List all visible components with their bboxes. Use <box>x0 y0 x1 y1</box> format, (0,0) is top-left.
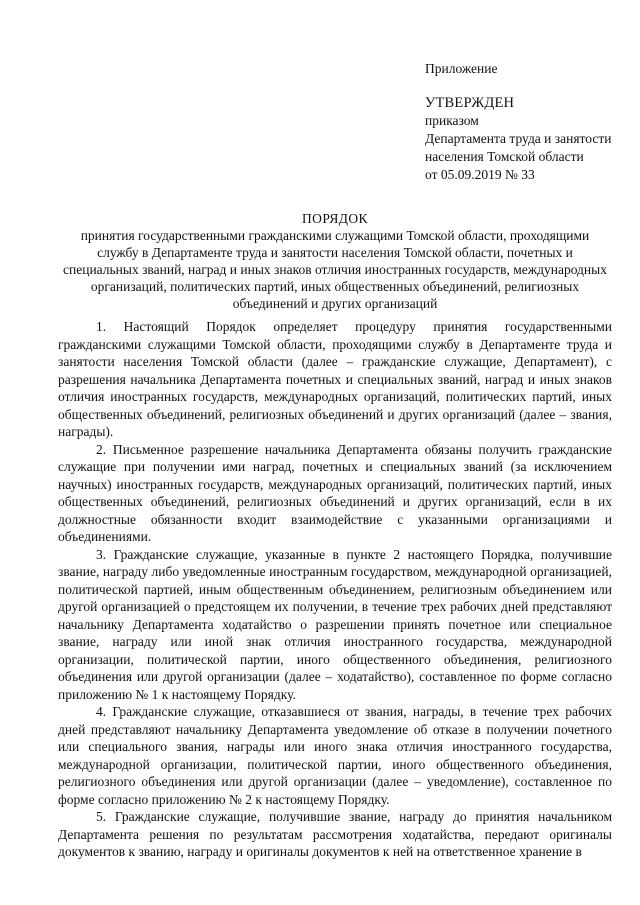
approval-line: населения Томской области <box>425 149 584 164</box>
paragraph: 4. Гражданские служащие, отказавшиеся от звания, награды, в течение трех рабочих дней представляют начальнику Департамента уведомление об отказе в получении почетного или специального звания, награды или иного знака отличия иностранного государства, международной организации, политической партии, иного общественного объединения, религиозного объединения или другой организации (далее – уведомление), составленное по форме согласно приложению № 2 к настоящему Порядку. <box>58 704 612 807</box>
approved-label: УТВЕРЖДЕН <box>425 95 515 111</box>
paragraph: 3. Гражданские служащие, указанные в пункте 2 настоящего Порядка, получившие звание, награду либо уведомленные иностранным государством, международной организацией, политической партией, иным общественным объединением, религиозным объединением или другой организацией о предстоящем их получении, в течение трех рабочих дней представляют начальнику Департамента ходатайство о разрешении принять почетное или специальное звание, награду или иной знак отличия иностранного государства, международной организации, политической партии, иного общественного объединения, религиозного объединения или другой организации (далее – ходатайство), составленное по форме согласно приложению № 1 к настоящему Порядку. <box>58 546 612 702</box>
document-heading <box>60 210 610 312</box>
approval-line: Департамента труда и занятости <box>425 131 612 146</box>
document-subtitle: принятия государственными гражданскими служащими Томской области, проходящими службу в Департаменте труда и занятости населения Томской области, почетных и специальных званий, наград и иных знаков отличия иностранных государств, международных организаций, политических партий, иных общественных объединений, религиозных объединений и других организаций <box>63 228 607 311</box>
paragraph: 1. Настоящий Порядок определяет процедуру принятия государственными гражданскими служащими Томской области, проходящими службу в Департаменте труда и занятости населения Томской области (далее – гражданские служащие, Департамент), с разрешения начальника Департамента почетных и специальных званий, наград и иных знаков отличия иностранных государств, международных организаций, политических партий, иных общественных объединений, религиозных объединений и других организаций (далее – звания, награды). <box>58 319 612 439</box>
document-body <box>58 318 612 861</box>
paragraph: 2. Письменное разрешение начальника Департамента обязаны получить гражданские служащие при получении ими наград, почетных и специальных званий (за исключением научных) иностранных государств, международных организаций, политических партий, иных общественных объединений, религиозных объединений и других организаций, если в их должностные обязанности входит взаимодействие с указанными организациями и объединениями. <box>58 441 612 544</box>
approval-line: от 05.09.2019 № 33 <box>425 167 535 182</box>
approval-line: приказом <box>425 113 479 128</box>
document-title: ПОРЯДОК <box>302 211 368 226</box>
approval-stamp-block <box>425 60 630 184</box>
paragraph: 5. Гражданские служащие, получившие звание, награду до принятия начальником Департамента решения по результатам рассмотрения ходатайства, передают оригиналы документов к званию, награду и оригиналы документов к ней на ответственное хранение в <box>58 809 612 859</box>
appendix-label: Приложение <box>425 61 498 76</box>
